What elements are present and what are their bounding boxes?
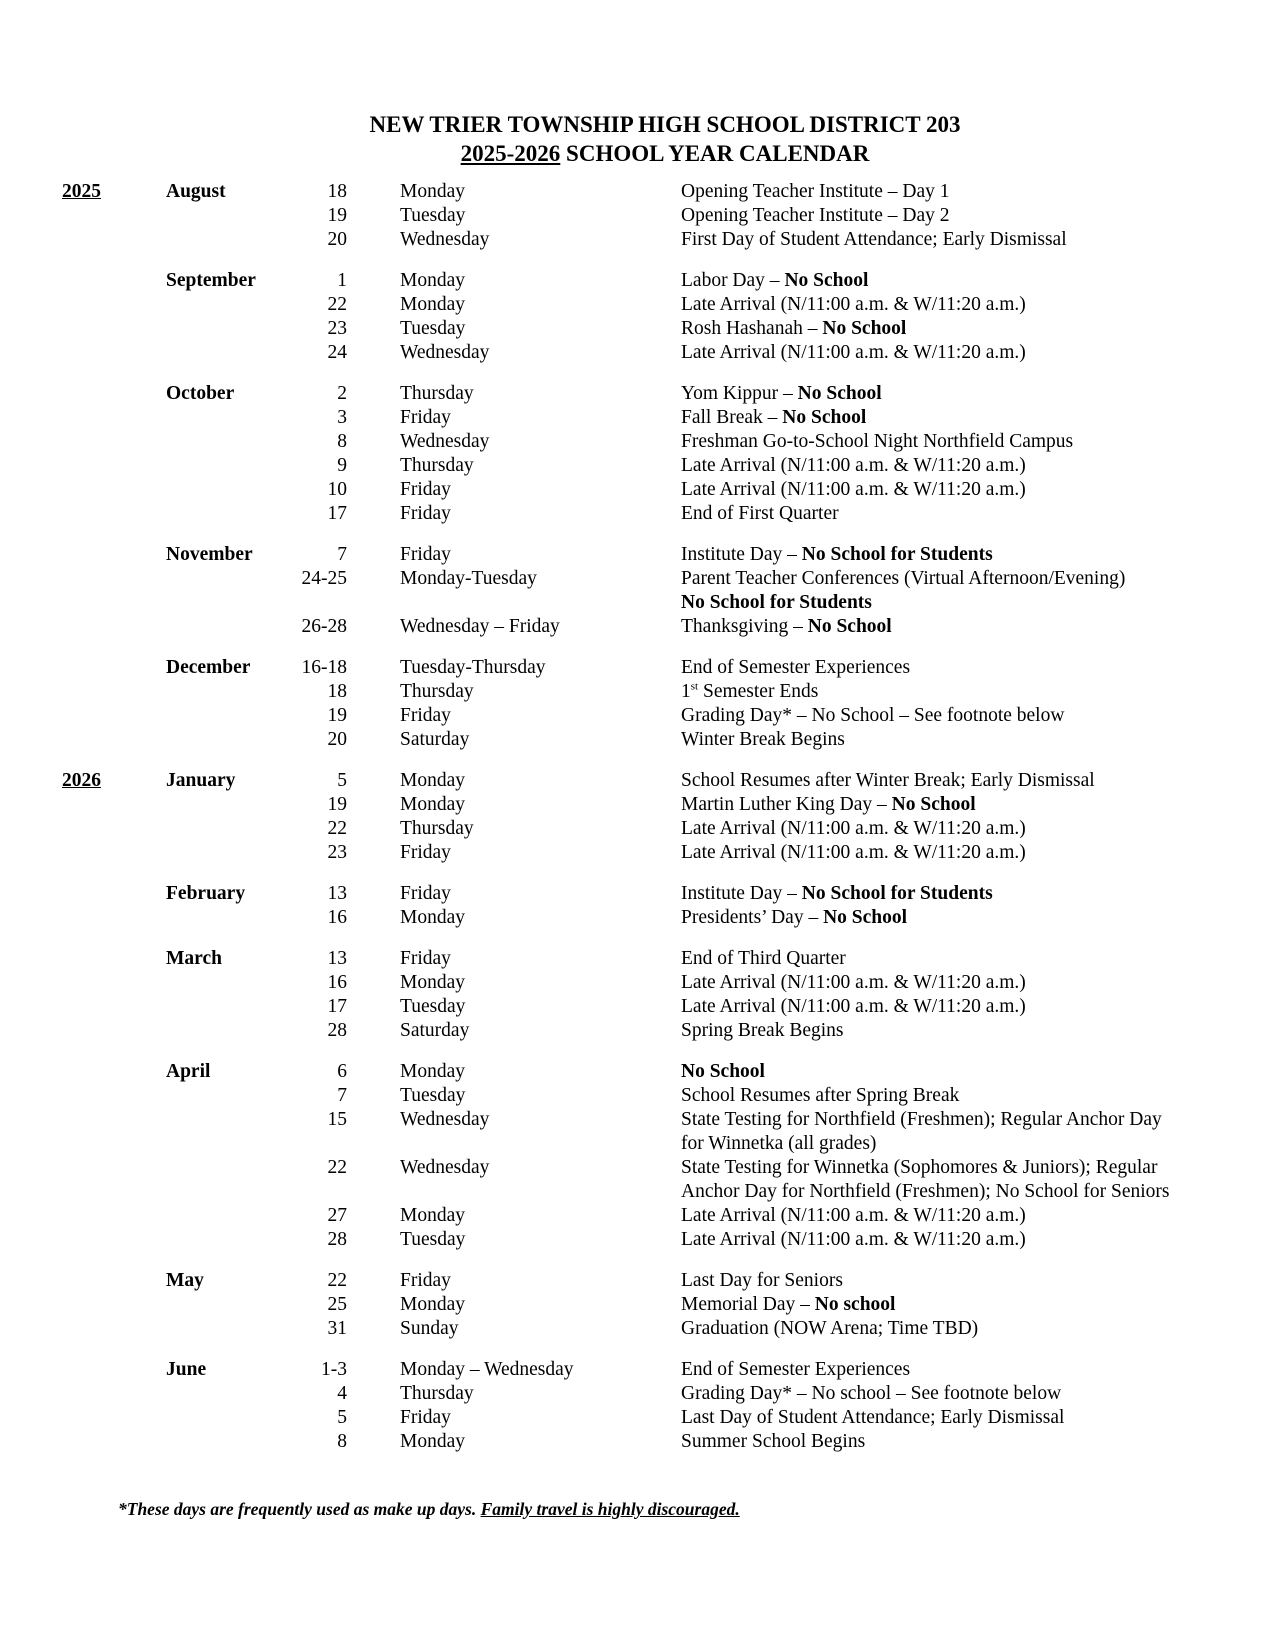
- calendar-row: [0, 1108, 1275, 1156]
- weekday: Monday: [400, 1294, 465, 1315]
- day-number: 13: [327, 948, 347, 969]
- calendar-row: [0, 882, 1275, 906]
- event-description: [681, 1204, 1226, 1228]
- month-name: November: [166, 544, 253, 565]
- event-description: [681, 769, 1226, 793]
- day-number: 31: [327, 1318, 347, 1339]
- month-name: September: [166, 270, 256, 291]
- calendar-row: [0, 543, 1275, 567]
- year-label: 2026: [62, 770, 101, 791]
- weekday: Tuesday: [400, 1085, 466, 1106]
- month-block-january: [0, 769, 1275, 865]
- event-emphasis: No School: [784, 270, 869, 291]
- footnote: [118, 1499, 740, 1520]
- day-number: 24-25: [301, 568, 347, 589]
- event-emphasis: No School: [807, 616, 892, 637]
- day-number: 7: [337, 1085, 347, 1106]
- calendar-row: [0, 728, 1275, 752]
- event-description: [681, 430, 1226, 454]
- event-text: Yom Kippur –: [681, 383, 798, 404]
- weekday: Wednesday: [400, 431, 490, 452]
- day-number: 8: [337, 431, 347, 452]
- month-block-october: [0, 382, 1275, 526]
- calendar-row: [0, 704, 1275, 728]
- day-number: 13: [327, 883, 347, 904]
- calendar-row: [0, 180, 1275, 204]
- event-description: [681, 269, 1226, 293]
- event-text: Grading Day* – No school – See footnote below: [681, 1383, 1062, 1404]
- event-text: Fall Break –: [681, 407, 783, 428]
- month-name: January: [166, 770, 236, 791]
- event-description: [681, 1430, 1226, 1454]
- weekday: Wednesday: [400, 229, 490, 250]
- weekday: Tuesday-Thursday: [400, 657, 546, 678]
- event-description: [681, 817, 1226, 841]
- event-text: Winter Break Begins: [681, 729, 845, 750]
- calendar-title: [0, 139, 1275, 168]
- day-number: 22: [327, 1270, 347, 1291]
- calendar-row: [0, 293, 1275, 317]
- day-number: 19: [327, 794, 347, 815]
- event-description: [681, 341, 1226, 365]
- calendar-row: [0, 1269, 1275, 1293]
- month-name: April: [166, 1061, 211, 1082]
- event-emphasis: No School: [823, 907, 908, 928]
- day-number: 25: [327, 1294, 347, 1315]
- event-text: Spring Break Begins: [681, 1020, 844, 1041]
- event-text: Late Arrival (N/11:00 a.m. & W/11:20 a.m.): [681, 818, 1026, 839]
- weekday: Friday: [400, 544, 451, 565]
- calendar-row: [0, 906, 1275, 930]
- event-description: [681, 1406, 1226, 1430]
- day-number: 19: [327, 205, 347, 226]
- event-description: [681, 454, 1226, 478]
- weekday: Monday: [400, 181, 465, 202]
- calendar-row: [0, 656, 1275, 680]
- calendar-row: [0, 817, 1275, 841]
- weekday: Thursday: [400, 818, 474, 839]
- month-block-may: [0, 1269, 1275, 1341]
- event-text: Late Arrival (N/11:00 a.m. & W/11:20 a.m.): [681, 972, 1026, 993]
- event-description: [681, 704, 1226, 728]
- event-text: Late Arrival (N/11:00 a.m. & W/11:20 a.m.): [681, 294, 1026, 315]
- calendar-row: [0, 1156, 1275, 1204]
- day-number: 20: [327, 229, 347, 250]
- event-description: [681, 656, 1226, 680]
- event-description: [681, 293, 1226, 317]
- event-description: [681, 1019, 1226, 1043]
- event-text: Memorial Day –: [681, 1294, 815, 1315]
- event-description: [681, 543, 1226, 567]
- month-block-august: [0, 180, 1275, 252]
- event-description: [681, 1382, 1226, 1406]
- event-description: [681, 406, 1226, 430]
- weekday: Tuesday: [400, 996, 466, 1017]
- event-emphasis: No School: [822, 318, 907, 339]
- weekday: Tuesday: [400, 1229, 466, 1250]
- calendar-row: [0, 1060, 1275, 1084]
- calendar-row: [0, 680, 1275, 704]
- calendar-row: [0, 1317, 1275, 1341]
- day-number: 3: [337, 407, 347, 428]
- day-number: 24: [327, 342, 347, 363]
- event-description: [681, 1293, 1226, 1317]
- event-text: Institute Day –: [681, 883, 802, 904]
- event-text: Late Arrival (N/11:00 a.m. & W/11:20 a.m.): [681, 842, 1026, 863]
- calendar-row: [0, 317, 1275, 341]
- day-number: 22: [327, 294, 347, 315]
- weekday: Friday: [400, 479, 451, 500]
- event-text: Summer School Begins: [681, 1431, 866, 1452]
- event-emphasis: No School: [681, 1061, 765, 1082]
- event-text: First Day of Student Attendance; Early Dismissal: [681, 229, 1067, 250]
- calendar-row: [0, 1084, 1275, 1108]
- weekday: Friday: [400, 883, 451, 904]
- month-block-june: [0, 1358, 1275, 1454]
- calendar-row: [0, 1358, 1275, 1382]
- weekday: Thursday: [400, 383, 474, 404]
- calendar-row: [0, 269, 1275, 293]
- day-number: 20: [327, 729, 347, 750]
- event-description: [681, 1084, 1226, 1108]
- district-title: NEW TRIER TOWNSHIP HIGH SCHOOL DISTRICT 203: [369, 112, 961, 137]
- day-number: 22: [327, 1157, 347, 1178]
- weekday: Monday: [400, 270, 465, 291]
- event-text: Rosh Hashanah –: [681, 318, 823, 339]
- event-description: [681, 1156, 1226, 1204]
- weekday: Wednesday: [400, 1157, 490, 1178]
- day-number: 22: [327, 818, 347, 839]
- event-text: Last Day of Student Attendance; Early Dismissal: [681, 1407, 1065, 1428]
- calendar-row: [0, 406, 1275, 430]
- weekday: Sunday: [400, 1318, 459, 1339]
- event-text: Grading Day* – No School – See footnote below: [681, 705, 1065, 726]
- day-number: 1-3: [321, 1359, 347, 1380]
- calendar-row: [0, 1228, 1275, 1252]
- calendar-row: [0, 947, 1275, 971]
- event-text: for Winnetka (all grades): [681, 1133, 877, 1154]
- weekday: Friday: [400, 842, 451, 863]
- event-text: Late Arrival (N/11:00 a.m. & W/11:20 a.m.): [681, 1205, 1026, 1226]
- weekday: Thursday: [400, 455, 474, 476]
- calendar-row: [0, 382, 1275, 406]
- event-text: End of First Quarter: [681, 503, 839, 524]
- weekday: Thursday: [400, 681, 474, 702]
- month-name: February: [166, 883, 246, 904]
- event-description: [681, 478, 1226, 502]
- day-number: 16: [327, 907, 347, 928]
- month-block-april: [0, 1060, 1275, 1252]
- event-description: [681, 906, 1226, 930]
- weekday: Friday: [400, 948, 451, 969]
- weekday: Monday-Tuesday: [400, 568, 537, 589]
- event-description: [681, 728, 1226, 752]
- event-text: State Testing for Northfield (Freshmen); Regular Anchor Day: [681, 1109, 1162, 1130]
- event-description: [681, 180, 1226, 204]
- event-description: [681, 971, 1226, 995]
- event-text: Opening Teacher Institute – Day 1: [681, 181, 950, 202]
- day-number: 2: [337, 383, 347, 404]
- weekday: Wednesday – Friday: [400, 616, 560, 637]
- event-text: End of Semester Experiences: [681, 657, 911, 678]
- month-block-november: [0, 543, 1275, 639]
- calendar-row: [0, 1430, 1275, 1454]
- day-number: 8: [337, 1431, 347, 1452]
- event-description: [681, 1269, 1226, 1293]
- event-text: st: [690, 680, 699, 693]
- event-description: [681, 567, 1226, 615]
- event-text: Opening Teacher Institute – Day 2: [681, 205, 950, 226]
- event-emphasis: No School for Students: [681, 592, 872, 613]
- calendar-row: [0, 841, 1275, 865]
- weekday: Friday: [400, 1407, 451, 1428]
- event-description: [681, 502, 1226, 526]
- weekday: Thursday: [400, 1383, 474, 1404]
- event-emphasis: No School for Students: [801, 544, 993, 565]
- month-name: October: [166, 383, 235, 404]
- weekday: Friday: [400, 705, 451, 726]
- event-emphasis: No School: [782, 407, 867, 428]
- calendar-row: [0, 1019, 1275, 1043]
- event-description: [681, 841, 1226, 865]
- calendar-row: [0, 1204, 1275, 1228]
- event-text: Labor Day –: [681, 270, 785, 291]
- event-text: Martin Luther King Day –: [681, 794, 892, 815]
- weekday: Wednesday: [400, 342, 490, 363]
- day-number: 17: [327, 503, 347, 524]
- footnote-text: *These days are frequently used as make up days.: [118, 1499, 481, 1519]
- event-description: [681, 228, 1226, 252]
- calendar-row: [0, 1293, 1275, 1317]
- weekday: Tuesday: [400, 318, 466, 339]
- day-number: 18: [327, 681, 347, 702]
- event-text: Institute Day –: [681, 544, 802, 565]
- event-text: Semester Ends: [698, 681, 819, 702]
- event-text: State Testing for Winnetka (Sophomores & Juniors); Regular: [681, 1157, 1158, 1178]
- event-text: Freshman Go-to-School Night Northfield Campus: [681, 431, 1074, 452]
- event-description: [681, 615, 1226, 639]
- day-number: 19: [327, 705, 347, 726]
- event-text: End of Semester Experiences: [681, 1359, 911, 1380]
- weekday: Wednesday: [400, 1109, 490, 1130]
- calendar-row: [0, 430, 1275, 454]
- calendar-row: [0, 1406, 1275, 1430]
- event-text: 1: [681, 681, 691, 702]
- school-year-range: 2025-2026: [460, 141, 561, 166]
- day-number: 16: [327, 972, 347, 993]
- footnote-underlined: Family travel is highly discouraged.: [480, 1499, 740, 1519]
- event-text: Late Arrival (N/11:00 a.m. & W/11:20 a.m.): [681, 342, 1026, 363]
- event-text: End of Third Quarter: [681, 948, 846, 969]
- month-name: May: [166, 1270, 204, 1291]
- month-block-september: [0, 269, 1275, 365]
- calendar-row: [0, 204, 1275, 228]
- calendar-row: [0, 478, 1275, 502]
- weekday: Friday: [400, 503, 451, 524]
- calendar-row: [0, 615, 1275, 639]
- weekday: Monday: [400, 907, 465, 928]
- day-number: 1: [337, 270, 347, 291]
- calendar-row: [0, 995, 1275, 1019]
- weekday: Monday: [400, 294, 465, 315]
- weekday: Monday: [400, 1431, 465, 1452]
- month-name: August: [166, 181, 226, 202]
- month-block-march: [0, 947, 1275, 1043]
- weekday: Friday: [400, 1270, 451, 1291]
- event-description: [681, 204, 1226, 228]
- event-emphasis: No School: [891, 794, 976, 815]
- event-text: School Resumes after Spring Break: [681, 1085, 960, 1106]
- weekday: Tuesday: [400, 205, 466, 226]
- weekday: Saturday: [400, 729, 470, 750]
- weekday: Monday: [400, 770, 465, 791]
- event-description: [681, 1317, 1226, 1341]
- day-number: 4: [337, 1383, 347, 1404]
- event-description: [681, 1108, 1226, 1156]
- day-number: 10: [327, 479, 347, 500]
- calendar-row: [0, 1382, 1275, 1406]
- weekday: Friday: [400, 407, 451, 428]
- event-description: [681, 1358, 1226, 1382]
- event-text: Late Arrival (N/11:00 a.m. & W/11:20 a.m.): [681, 996, 1026, 1017]
- day-number: 16-18: [301, 657, 347, 678]
- day-number: 28: [327, 1229, 347, 1250]
- day-number: 9: [337, 455, 347, 476]
- day-number: 5: [337, 1407, 347, 1428]
- day-number: 18: [327, 181, 347, 202]
- event-emphasis: No School for Students: [801, 883, 993, 904]
- event-text: School Resumes after Winter Break; Early Dismissal: [681, 770, 1095, 791]
- weekday: Monday: [400, 1061, 465, 1082]
- weekday: Monday: [400, 1205, 465, 1226]
- month-block-december: [0, 656, 1275, 752]
- event-description: [681, 382, 1226, 406]
- event-description: [681, 317, 1226, 341]
- event-text: Presidents’ Day –: [681, 907, 824, 928]
- event-text: Late Arrival (N/11:00 a.m. & W/11:20 a.m.): [681, 479, 1026, 500]
- event-text: Last Day for Seniors: [681, 1270, 843, 1291]
- day-number: 7: [337, 544, 347, 565]
- weekday: Monday: [400, 794, 465, 815]
- weekday: Monday – Wednesday: [400, 1359, 574, 1380]
- day-number: 6: [337, 1061, 347, 1082]
- month-block-february: [0, 882, 1275, 930]
- event-text: Graduation (NOW Arena; Time TBD): [681, 1318, 979, 1339]
- day-number: 5: [337, 770, 347, 791]
- year-label: 2025: [62, 181, 101, 202]
- calendar-row: [0, 341, 1275, 365]
- event-text: Late Arrival (N/11:00 a.m. & W/11:20 a.m.): [681, 455, 1026, 476]
- day-number: 17: [327, 996, 347, 1017]
- calendar-row: [0, 454, 1275, 478]
- day-number: 23: [327, 318, 347, 339]
- event-description: [681, 1228, 1226, 1252]
- event-description: [681, 680, 1226, 704]
- day-number: 15: [327, 1109, 347, 1130]
- weekday: Saturday: [400, 1020, 470, 1041]
- calendar-list: [0, 180, 1275, 1471]
- event-emphasis: No school: [814, 1294, 896, 1315]
- month-name: June: [166, 1359, 207, 1380]
- event-description: [681, 793, 1226, 817]
- calendar-row: [0, 793, 1275, 817]
- event-description: [681, 995, 1226, 1019]
- day-number: 26-28: [301, 616, 347, 637]
- event-text: Thanksgiving –: [681, 616, 808, 637]
- calendar-row: [0, 502, 1275, 526]
- calendar-title-suffix: SCHOOL YEAR CALENDAR: [560, 141, 870, 166]
- day-number: 27: [327, 1205, 347, 1226]
- event-text: Parent Teacher Conferences (Virtual Afternoon/Evening): [681, 568, 1126, 589]
- month-name: December: [166, 657, 251, 678]
- calendar-row: [0, 567, 1275, 615]
- event-description: [681, 1060, 1226, 1084]
- day-number: 23: [327, 842, 347, 863]
- weekday: Monday: [400, 972, 465, 993]
- calendar-row: [0, 228, 1275, 252]
- event-description: [681, 882, 1226, 906]
- event-emphasis: No School: [797, 383, 882, 404]
- event-description: [681, 947, 1226, 971]
- month-name: March: [166, 948, 222, 969]
- event-text: Late Arrival (N/11:00 a.m. & W/11:20 a.m.): [681, 1229, 1026, 1250]
- calendar-row: [0, 971, 1275, 995]
- calendar-row: [0, 769, 1275, 793]
- event-text: Anchor Day for Northfield (Freshmen); No School for Seniors: [681, 1181, 1170, 1202]
- day-number: 28: [327, 1020, 347, 1041]
